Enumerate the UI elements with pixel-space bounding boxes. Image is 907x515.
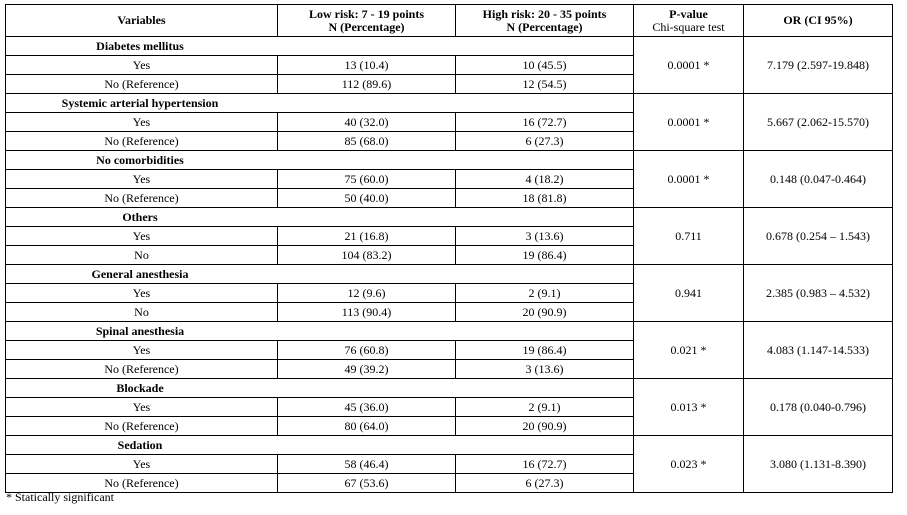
group-row [6,94,893,113]
row-label-cell: Yes [6,284,278,303]
group-blank-cell [278,94,634,113]
header-row [6,5,893,37]
high-risk-cell: 19 (86.4) [456,341,634,360]
high-risk-cell: 6 (27.3) [456,132,634,151]
high-risk-cell: 2 (9.1) [456,398,634,417]
group-title: Sedation [117,437,163,452]
high-risk-cell: 20 (90.9) [456,303,634,322]
table-body [6,37,893,493]
header-pvalue-sub: Chi-square test [652,19,725,34]
group-title: Blockade [116,380,164,395]
row-label-cell: No (Reference) [6,417,278,436]
group-title: Spinal anesthesia [95,323,185,338]
group-row [6,436,893,455]
row-label-cell: No (Reference) [6,474,278,493]
group-blank-cell [278,379,634,398]
pvalue-cell: 0.711 [634,208,744,265]
header-high-risk-sub: N (Percentage) [506,19,583,34]
or-cell: 5.667 (2.062-15.570) [744,94,893,151]
row-label-cell: Yes [6,113,278,132]
group-title-cell [6,265,278,284]
high-risk-cell: 16 (72.7) [456,455,634,474]
group-blank-cell [278,37,634,56]
group-title-cell [6,322,278,341]
group-row [6,379,893,398]
row-label-cell: Yes [6,455,278,474]
high-risk-cell: 12 (54.5) [456,75,634,94]
or-cell: 3.080 (1.131-8.390) [744,436,893,493]
high-risk-cell: 6 (27.3) [456,474,634,493]
group-blank-cell [278,208,634,227]
or-cell: 4.083 (1.147-14.533) [744,322,893,379]
row-label-cell: No (Reference) [6,132,278,151]
high-risk-cell: 3 (13.6) [456,227,634,246]
pvalue-cell: 0.013 * [634,379,744,436]
group-title-cell [6,94,278,113]
low-risk-cell: 50 (40.0) [278,189,456,208]
group-row [6,322,893,341]
header-high-risk-title: High risk: 20 - 35 points [482,6,607,21]
group-blank-cell [278,322,634,341]
group-blank-cell [278,151,634,170]
header-variables-text: Variables [117,13,166,27]
group-blank-cell [278,265,634,284]
low-risk-cell: 75 (60.0) [278,170,456,189]
row-label-cell: No [6,246,278,265]
or-cell: 0.178 (0.040-0.796) [744,379,893,436]
low-risk-cell: 104 (83.2) [278,246,456,265]
pvalue-cell: 0.0001 * [634,151,744,208]
group-title-cell [6,208,278,227]
low-risk-cell: 12 (9.6) [278,284,456,303]
results-table [5,4,893,493]
header-high-risk [456,5,634,37]
header-low-risk [278,5,456,37]
pvalue-cell: 0.023 * [634,436,744,493]
or-cell: 0.148 (0.047-0.464) [744,151,893,208]
low-risk-cell: 49 (39.2) [278,360,456,379]
row-label-cell: No [6,303,278,322]
low-risk-cell: 85 (68.0) [278,132,456,151]
group-blank-cell [278,436,634,455]
group-title-cell [6,151,278,170]
group-row [6,151,893,170]
group-row [6,265,893,284]
low-risk-cell: 40 (32.0) [278,113,456,132]
group-row [6,208,893,227]
row-label-cell: Yes [6,170,278,189]
high-risk-cell: 3 (13.6) [456,360,634,379]
group-title: Diabetes mellitus [96,38,184,53]
group-title: General anesthesia [91,266,189,281]
header-or [744,5,893,37]
group-title-cell [6,37,278,56]
low-risk-cell: 67 (53.6) [278,474,456,493]
pvalue-cell: 0.0001 * [634,94,744,151]
high-risk-cell: 2 (9.1) [456,284,634,303]
row-label-cell: Yes [6,56,278,75]
group-title: Others [122,209,158,224]
header-pvalue [634,5,744,37]
row-label-cell: No (Reference) [6,189,278,208]
low-risk-cell: 113 (90.4) [278,303,456,322]
row-label-cell: Yes [6,341,278,360]
group-title: No comorbidities [96,152,184,167]
pvalue-cell: 0.941 [634,265,744,322]
row-label-cell: Yes [6,398,278,417]
group-title-cell [6,436,278,455]
row-label-cell: Yes [6,227,278,246]
header-low-risk-title: Low risk: 7 - 19 points [308,6,424,21]
low-risk-cell: 45 (36.0) [278,398,456,417]
high-risk-cell: 18 (81.8) [456,189,634,208]
header-or-text: OR (CI 95%) [783,13,853,27]
high-risk-cell: 20 (90.9) [456,417,634,436]
high-risk-cell: 10 (45.5) [456,56,634,75]
low-risk-cell: 76 (60.8) [278,341,456,360]
or-cell: 2.385 (0.983 – 4.532) [744,265,893,322]
row-label-cell: No (Reference) [6,360,278,379]
group-row [6,37,893,56]
high-risk-cell: 19 (86.4) [456,246,634,265]
low-risk-cell: 112 (89.6) [278,75,456,94]
header-variables [6,5,278,37]
low-risk-cell: 13 (10.4) [278,56,456,75]
low-risk-cell: 21 (16.8) [278,227,456,246]
header-pvalue-title: P-value [669,6,708,21]
pvalue-cell: 0.021 * [634,322,744,379]
group-title: Systemic arterial hypertension [61,95,219,110]
pvalue-cell: 0.0001 * [634,37,744,94]
or-cell: 0.678 (0.254 – 1.543) [744,208,893,265]
high-risk-cell: 4 (18.2) [456,170,634,189]
or-cell: 7.179 (2.597-19.848) [744,37,893,94]
row-label-cell: No (Reference) [6,75,278,94]
low-risk-cell: 80 (64.0) [278,417,456,436]
low-risk-cell: 58 (46.4) [278,455,456,474]
footnote: * Statically significant [6,490,114,504]
high-risk-cell: 16 (72.7) [456,113,634,132]
group-title-cell [6,379,278,398]
header-low-risk-sub: N (Percentage) [328,19,405,34]
